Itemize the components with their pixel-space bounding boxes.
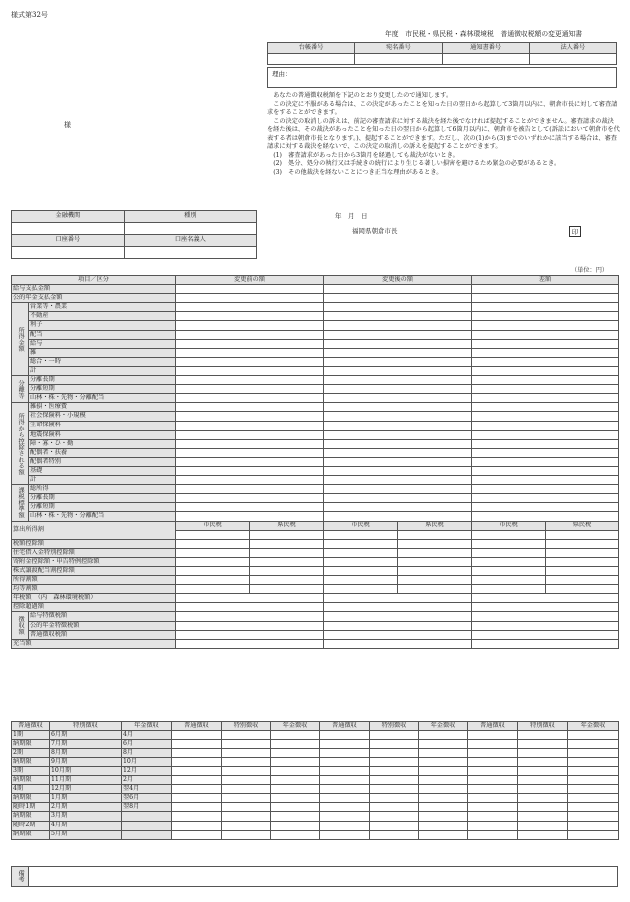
row-label: 社会保険料・小規模 xyxy=(29,412,176,421)
row-label: 年税額 （内 森林環境税額） xyxy=(12,594,176,603)
sched-special-month: 4月期 xyxy=(50,821,122,830)
account-name-header: 口座名義人 xyxy=(124,235,256,247)
row-label: 算出所得割 xyxy=(12,521,176,539)
sched-header-normal: 普通徴収 xyxy=(12,722,50,731)
group-label-taxbase: 課税標準額 xyxy=(12,485,29,521)
notice-text xyxy=(267,92,620,177)
bank-type-value xyxy=(124,223,256,235)
sched-header-pension: 年金徴収 xyxy=(122,722,172,731)
row-label: 総合・一時 xyxy=(29,357,176,366)
sched-sub-special: 特別徴収 xyxy=(370,722,419,731)
notice-p2: この決定に不服がある場合は、この決定があったことを知った日の翌日から起算して3箇月以内に、朝倉市長に対して審査請求をすることができます。 xyxy=(267,100,618,116)
row-label: 給与 xyxy=(29,339,176,348)
col-before-header: 変更前の額 xyxy=(176,276,324,285)
group-label-income: 所得金額 xyxy=(12,303,29,376)
corporate-number-header: 法人番号 xyxy=(529,43,616,54)
group-label-deduction: 所得から控除される額 xyxy=(12,403,29,485)
sched-sub-pension: 年金徴収 xyxy=(271,722,320,731)
account-number-value xyxy=(12,247,125,259)
sched-special-month: 11月期 xyxy=(50,776,122,785)
sched-special-month: 9月期 xyxy=(50,758,122,767)
sched-sub-normal: 普通徴収 xyxy=(172,722,222,731)
unit-label: （単位：円） xyxy=(571,267,609,274)
mayor-name: 福岡県朝倉市長 xyxy=(352,227,398,235)
sched-special-month: 7月期 xyxy=(50,740,122,749)
row-label: 住宅借入金特別控除額 xyxy=(12,548,176,557)
sched-pension-month: 6月 xyxy=(122,740,172,749)
sched-sub-special: 特別徴収 xyxy=(518,722,568,731)
sched-pension-month: 2月 xyxy=(122,776,172,785)
row-label: 均等割額 xyxy=(12,585,176,594)
row-label: 給与支払金額 xyxy=(12,285,176,294)
row-label: 控除超過額 xyxy=(12,603,176,612)
notice-number-value xyxy=(442,54,529,65)
row-label: 分離長期 xyxy=(29,494,176,503)
tax-col-pref: 県民税 xyxy=(250,521,324,530)
address-number-value xyxy=(355,54,442,65)
row-label: 普通徴収税額 xyxy=(29,630,176,639)
row-label: 配偶者・扶養 xyxy=(29,448,176,457)
row-label: 営業等・農業 xyxy=(29,303,176,312)
notice-item-3: (3) その他裁決を経ないことにつき正当な理由があるとき。 xyxy=(273,168,443,176)
sched-period: 納期限 xyxy=(12,812,50,821)
tax-detail-table xyxy=(11,275,619,649)
sched-period: 3期 xyxy=(12,767,50,776)
bank-institution-value xyxy=(12,223,125,235)
bank-type-header: 種別 xyxy=(124,211,256,223)
number-table xyxy=(267,42,617,65)
row-label: 総所得 xyxy=(29,485,176,494)
group-label-collection: 徴収額 xyxy=(12,612,29,639)
sched-pension-month: 翌6月 xyxy=(122,794,172,803)
address-number-header: 宛名番号 xyxy=(355,43,442,54)
sched-sub-normal: 普通徴収 xyxy=(468,722,518,731)
tax-col-pref: 県民税 xyxy=(398,521,472,530)
tax-col-pref: 県民税 xyxy=(546,521,619,530)
row-label: 公的年金支払金額 xyxy=(12,294,176,303)
sched-period: 納期限 xyxy=(12,794,50,803)
row-label: 公的年金特徴税額 xyxy=(29,621,176,630)
remarks-label: 備考 xyxy=(12,867,29,887)
sched-sub-pension: 年金徴収 xyxy=(568,722,619,731)
form-number: 様式第32号 xyxy=(11,11,48,19)
tax-col-city: 市民税 xyxy=(324,521,398,530)
reason-label: 理由： xyxy=(272,70,292,78)
sched-sub-normal: 普通徴収 xyxy=(320,722,370,731)
row-label: 雑 xyxy=(29,348,176,357)
row-label: 計 xyxy=(29,366,176,375)
sched-special-month: 10月期 xyxy=(50,767,122,776)
sched-pension-month: 4月 xyxy=(122,731,172,740)
document-title: 年度 市民税・県民税・森林環境税 普通徴収税額の変更通知書 xyxy=(385,30,583,38)
row-label: 山林・株・先物・分離配当 xyxy=(29,512,176,521)
sched-pension-month: 10月 xyxy=(122,758,172,767)
sched-period: 納期限 xyxy=(12,776,50,785)
reason-box xyxy=(267,67,617,88)
tax-col-city: 市民税 xyxy=(472,521,546,530)
sched-period: 4期 xyxy=(12,785,50,794)
account-number-header: 口座番号 xyxy=(12,235,125,247)
bank-table xyxy=(11,210,257,259)
sched-pension-month xyxy=(122,821,172,830)
sched-period: 納期限 xyxy=(12,740,50,749)
notice-p1: あなたの普通徴収税額を下記のとおり変更したので通知します。 xyxy=(273,92,453,99)
sched-special-month: 5月期 xyxy=(50,830,122,839)
row-label: 税額控除額 xyxy=(12,539,176,548)
row-label: 寄附金控除額・申告特例控除額 xyxy=(12,557,176,566)
date-line: 年 月 日 xyxy=(335,212,368,220)
row-label: 利子 xyxy=(29,321,176,330)
row-label: 山林・株・先物・分離配当 xyxy=(29,394,176,403)
addressee-honorific: 様 xyxy=(64,121,71,129)
sched-period: 随時2期 xyxy=(12,821,50,830)
row-label: 生命保険料 xyxy=(29,421,176,430)
col-diff-header: 差額 xyxy=(472,276,619,285)
row-label: 配偶者特別 xyxy=(29,457,176,466)
sched-period: 納期限 xyxy=(12,830,50,839)
schedule-table xyxy=(11,721,619,840)
sched-pension-month: 翌8月 xyxy=(122,803,172,812)
remarks-value xyxy=(29,867,618,887)
sched-special-month: 6月期 xyxy=(50,731,122,740)
sched-pension-month: 12月 xyxy=(122,767,172,776)
sched-pension-month: 8月 xyxy=(122,749,172,758)
ledger-number-value xyxy=(268,54,355,65)
sched-pension-month: 翌4月 xyxy=(122,785,172,794)
row-label: 分離短期 xyxy=(29,385,176,394)
col-item-header: 項目／区分 xyxy=(12,276,176,285)
sched-pension-month xyxy=(122,830,172,839)
row-label: 地震保険料 xyxy=(29,430,176,439)
bank-institution-header: 金融機関 xyxy=(12,211,125,223)
sched-sub-special: 特別徴収 xyxy=(222,722,271,731)
notice-item-1: (1) 審査請求があった日から3箇月を経過しても裁決がないとき。 xyxy=(273,151,459,159)
account-name-value xyxy=(124,247,256,259)
corporate-number-value xyxy=(529,54,616,65)
sched-period: 2期 xyxy=(12,749,50,758)
notice-p3: この決定の取消しの訴えは、前記の審査請求に対する裁決を経た後でなければ提起することができません。審査請求の裁決を経た後は、その裁決があったことを知った日の翌日から起算して6箇月以内に、朝倉市を被告として(訴訟において朝倉市を代表する者は朝倉市長となります。)、提起することができます。ただし、次の(1)から(3)までのいずれかに該当する場合は、審査請求に対する裁決を経ないで、この決定の取消しの訴えを提起することができます。 xyxy=(267,117,620,150)
col-after-header: 変更後の額 xyxy=(324,276,472,285)
row-label: 障・寡・ひ・勤 xyxy=(29,439,176,448)
sched-special-month: 1月期 xyxy=(50,794,122,803)
ledger-number-header: 台帳番号 xyxy=(268,43,355,54)
group-label-separate: 分離等 xyxy=(12,376,29,403)
row-label: 不動産 xyxy=(29,312,176,321)
sched-pension-month xyxy=(122,812,172,821)
row-label: 給与特徴税額 xyxy=(29,612,176,621)
row-label: 配当 xyxy=(29,330,176,339)
row-label: 分離長期 xyxy=(29,376,176,385)
sched-special-month: 2月期 xyxy=(50,803,122,812)
row-label: 所得割額 xyxy=(12,576,176,585)
notice-number-header: 通知書番号 xyxy=(442,43,529,54)
sched-period: 1期 xyxy=(12,731,50,740)
row-label: 雑損・医療費 xyxy=(29,403,176,412)
tax-col-city: 市民税 xyxy=(176,521,250,530)
row-label: 計 xyxy=(29,476,176,485)
sched-special-month: 12月期 xyxy=(50,785,122,794)
sched-sub-pension: 年金徴収 xyxy=(419,722,468,731)
sched-special-month: 3月期 xyxy=(50,812,122,821)
remarks-table xyxy=(11,866,618,887)
sched-header-special: 特別徴収 xyxy=(50,722,122,731)
notice-item-2: (2) 処分、処分の執行又は手続きの続行により生じる著しい損害を避けるため緊急の必要があるとき。 xyxy=(273,160,561,167)
seal-stamp: 印 xyxy=(569,226,581,237)
row-label: 株式譲渡配当割控除額 xyxy=(12,567,176,576)
sched-period: 随時1期 xyxy=(12,803,50,812)
row-label: 分離短期 xyxy=(29,503,176,512)
row-label: 基礎 xyxy=(29,466,176,475)
sched-special-month: 8月期 xyxy=(50,749,122,758)
row-label: 充当額 xyxy=(12,639,176,648)
sched-period: 納期限 xyxy=(12,758,50,767)
